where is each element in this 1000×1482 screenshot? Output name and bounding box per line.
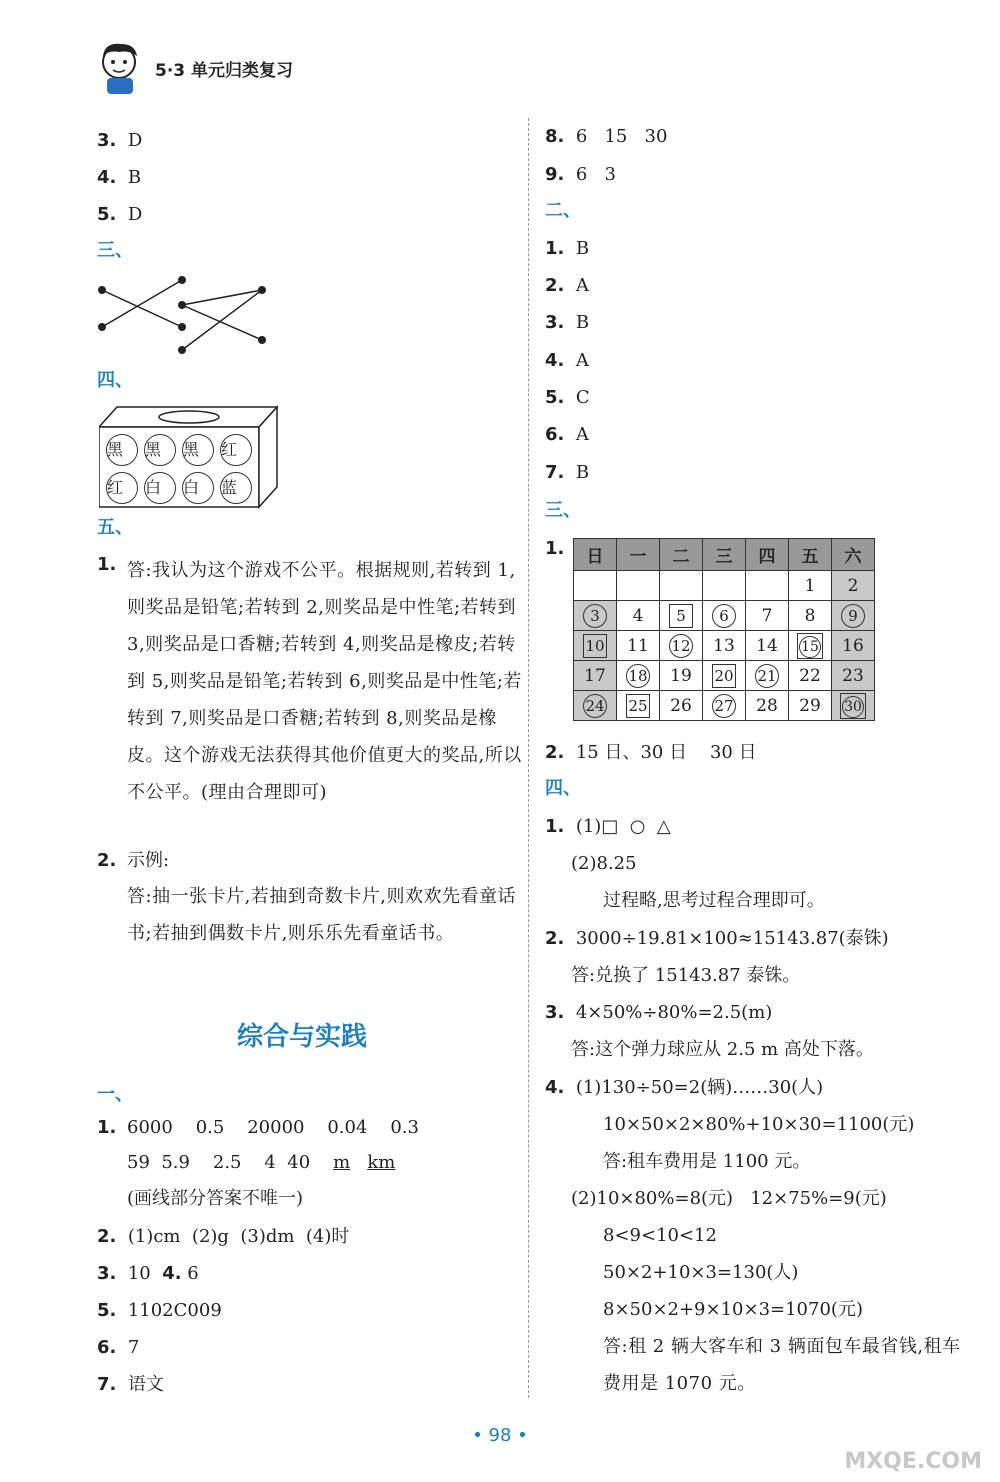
ball: 蓝 [220, 472, 252, 504]
answer-z5: 5. 1102C009 [97, 1300, 222, 1321]
answer-d2a: 2. 3000÷19.81×100≈15143.87(泰铢) [545, 928, 889, 949]
p1-number: 1. [97, 554, 117, 575]
answer-d4e: 8<9<10<12 [603, 1225, 717, 1246]
answer-c2: 2. 15 日、30 日 30 日 [545, 742, 757, 763]
ball: 黑 [144, 434, 176, 466]
z1-row1: 6000 0.5 20000 0.04 0.3 [127, 1117, 419, 1138]
page-number: • 98 • [472, 1425, 528, 1446]
calendar-weekday: 日 [574, 539, 617, 571]
mascot-icon [95, 40, 147, 96]
calendar-row: 3 4 5 6 7 8 9 [574, 601, 875, 631]
calendar-weekday: 五 [789, 539, 832, 571]
section-3-label: 三、 [545, 500, 581, 521]
calendar-weekday: 三 [703, 539, 746, 571]
answer-4: 4. B [97, 167, 142, 188]
section-3-label: 三、 [97, 240, 133, 261]
section-5-label: 五、 [97, 517, 133, 538]
z1-number: 1. [97, 1117, 117, 1138]
answer-z2: 2. (1)cm (2)g (3)dm (4)时 [97, 1226, 350, 1247]
ball: 黑 [106, 434, 138, 466]
answer-d4f: 50×2+10×3=130(人) [603, 1262, 799, 1283]
matching-lines-diagram [97, 265, 357, 365]
calendar-row: 1 2 [574, 571, 875, 601]
brand-title: 5·3 单元归类复习 [155, 61, 294, 81]
p2-number: 2. [97, 850, 117, 871]
calendar-row: 10 11 12 13 14 15 16 [574, 631, 875, 661]
ball-box [99, 405, 277, 507]
mc-answer: 3. B [545, 312, 590, 333]
mc-answer: 4. A [545, 350, 589, 371]
answer-d4h: 答:租 2 辆大客车和 3 辆面包车最省钱,租车费用是 1070 元。 [603, 1336, 961, 1394]
answer-z3-z4: 3. 10 4. 6 [97, 1263, 199, 1284]
section-2-label: 二、 [545, 200, 581, 221]
calendar-row: 24 25 26 27 28 29 30 [574, 691, 875, 721]
calendar-weekday: 四 [746, 539, 789, 571]
p2-head: 示例: [127, 850, 170, 871]
answer-d2b: 答:兑换了 15143.87 泰铢。 [571, 965, 801, 986]
section-4-label: 四、 [545, 778, 581, 799]
answer-d3b: 答:这个弹力球应从 2.5 m 高处下落。 [571, 1039, 874, 1060]
answer-d1c: 过程略,思考过程合理即可。 [603, 890, 825, 911]
mc-answer: 2. A [545, 275, 589, 296]
answer-d1b: (2)8.25 [571, 853, 637, 874]
mc-answer: 6. A [545, 424, 589, 445]
mc-answer: 7. B [545, 462, 590, 483]
calendar-header-row [574, 539, 875, 571]
answer-d4d: (2)10×80%=8(元) 12×75%=9(元) [571, 1188, 887, 1209]
z1-row2: 59 5.9 2.5 4 40 m km [127, 1152, 396, 1173]
answer-d4a: 4. (1)130÷50=2(辆)……30(人) [545, 1077, 824, 1098]
mc-answer: 1. B [545, 238, 590, 259]
answer-z7: 7. 语文 [97, 1374, 164, 1395]
section-1-label: 一、 [97, 1084, 133, 1105]
ball: 白 [144, 472, 176, 504]
calendar-table [573, 538, 875, 721]
answer-d1a: 1. (1)□ ○ △ [545, 816, 671, 837]
answer-3: 3. D [97, 130, 143, 151]
ball: 红 [220, 434, 252, 466]
answer-5: 5. D [97, 204, 143, 225]
section-4-label: 四、 [97, 370, 133, 391]
section-title: 综合与实践 [237, 1022, 368, 1052]
calendar-weekday: 六 [832, 539, 875, 571]
column-divider [528, 118, 529, 1398]
answer-z6: 6. 7 [97, 1337, 140, 1358]
answer-d4b: 10×50×2×80%+10×30=1100(元) [603, 1114, 915, 1135]
answer-8: 8. 6 15 30 [545, 126, 668, 147]
z1-note: (画线部分答案不唯一) [127, 1188, 304, 1209]
calendar-row: 17 18 19 20 21 22 23 [574, 661, 875, 691]
calendar-weekday: 一 [617, 539, 660, 571]
ball: 白 [182, 472, 214, 504]
watermark: MXQE.COM [844, 1449, 982, 1474]
mc-answer: 5. C [545, 387, 590, 408]
ball: 红 [106, 472, 138, 504]
answer-d4c: 答:租车费用是 1100 元。 [603, 1151, 811, 1172]
calendar-weekday: 二 [660, 539, 703, 571]
answer-9: 9. 6 3 [545, 164, 616, 185]
p2-answer: 答:抽一张卡片,若抽到奇数卡片,则欢欢先看童话书;若抽到偶数卡片,则乐乐先看童话书。 [127, 886, 517, 944]
c1-number: 1. [545, 538, 565, 559]
answer-d3a: 3. 4×50%÷80%=2.5(m) [545, 1002, 773, 1023]
p1-answer: 答:我认为这个游戏不公平。根据规则,若转到 1,则奖品是铅笔;若转到 2,则奖品是中性笔;若转到 3,则奖品是口香糖;若转到 4,则奖品是橡皮;若转到 5,则奖品是铅笔;若转到 6,则奖品是中性笔;若转到 7,则奖品是口香糖;若转到 8,则奖品是橡皮。这个游戏无法获得其他价值更大的奖品,所以不公平。(理由合理即可) [127, 560, 522, 803]
answer-d4g: 8×50×2+9×10×3=1070(元) [603, 1299, 863, 1320]
ball: 黑 [182, 434, 214, 466]
